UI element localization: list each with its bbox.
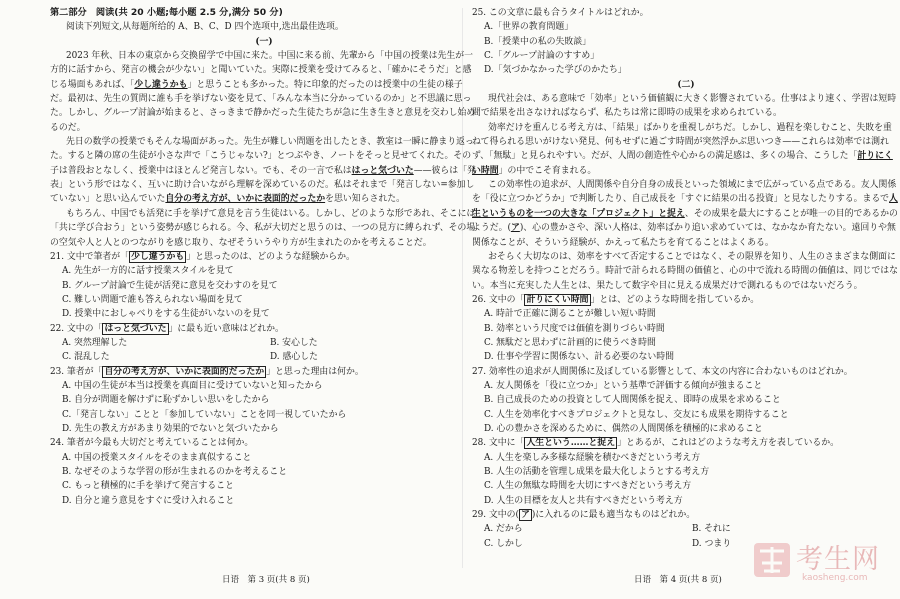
option-d: D. 感心した	[270, 352, 318, 363]
option-b: B. 効率という尺度では価値を測りづらい時間	[484, 323, 665, 334]
text-segment: 」の中でこそ育まれる。	[498, 165, 597, 176]
option-c: C. 人生を効率化すべきプロジェクトと見なし、交友にも成果を期待すること	[484, 409, 789, 420]
option-a: A. 人生を楽しみ多様な経験を積むべきだという考え方	[484, 452, 701, 463]
option-b: B. なぜそのような学習の形が生まれるのかを考えること	[62, 467, 288, 477]
text-segment: 2023 年秋、日本の東京から交換留学で中国に来た。中国に来る前、先輩から「中国の授業は先生が一方的に話すから、発言の機会が少ない」と聞いていた。実際に授業を受けてみると、「確かにそうだ」と感じる場面もあれば、「	[50, 51, 474, 90]
watermark-url: kaosheng.com	[802, 573, 868, 583]
passage-paragraph	[472, 178, 900, 250]
passage-paragraph	[50, 207, 478, 250]
option-c: C. 難しい問題で誰も答えられない場面を見て	[62, 294, 243, 305]
option-d: D. つまり	[692, 538, 732, 549]
question-stem	[50, 436, 478, 450]
watermark	[752, 537, 900, 599]
text-segment: 、その成果を最大にすることが唯一の目的であるかのようだ。(	[472, 208, 898, 234]
text-segment: 」と思うことも多かった。特に印象的だったのは授業中の生徒の様子だ。最初は、先生の質問に誰も手を挙げない姿を見て、「みんな本当に分かっているのか」と不思議に思った。しかし、グループ討論が始まると、さっきまで静かだった生徒たちが急に生き生きと意見を交わし始めるのだ。	[50, 79, 476, 133]
text-segment: 28. 文中に「	[472, 438, 525, 449]
option-c: C. もっと積極的に手を挙げて発言すること	[62, 481, 234, 492]
option-a: A. 突然理解した	[62, 337, 128, 348]
passage-title: (二)	[677, 79, 695, 90]
question-stem	[472, 436, 900, 450]
option-a: A. 友人関係を「役に立つか」という基準で評価する傾向が強まること	[484, 380, 763, 391]
option-a: A. 中国の生徒が本当は授業を真面目に受けていないと知ったから	[62, 380, 323, 391]
text-segment: 」に最も近い意味はどれか。	[168, 323, 284, 334]
option-b: B. 安心した	[270, 337, 318, 348]
highlight-phrase: 人生という……と捉え	[526, 438, 616, 449]
text-segment: 先日の数学の授業でもそんな場面があった。先生が難しい問題を出したとき、教室は一瞬に静まり返った。すると隣の席の生徒が小さな声で「こうじゃない?」とつぶやき、ノートをそっと見せてくれた。その子は普段おとなしく、授業中はほとんど発言しない。でも、その一言で私は	[50, 137, 474, 176]
question-stem	[50, 365, 478, 379]
option-b: B. 自分が問題を解けずに恥ずかしい思いをしたから	[62, 395, 270, 406]
highlight-phrase: 少し違うかも	[134, 79, 188, 90]
highlight-phrase: 少し違うかも	[131, 251, 185, 262]
text-segment: 21. 文中で筆者が「	[50, 251, 130, 262]
text-segment: 27. 効率性の追求が人間関係に及ぼしている影響として、本文の内容に合わないものはどれか。	[472, 366, 853, 377]
option-a: A.「世界の教育問題」	[484, 22, 574, 33]
option-b: B.「授業中の私の失敗談」	[484, 36, 591, 47]
option-c: C.「グループ討論のすすめ」	[484, 51, 600, 62]
instruction: 阅读下列短文,从每题所给的 A、B、C、D 四个选项中,选出最佳选项。	[66, 22, 344, 33]
option-b: B. それに	[692, 524, 731, 535]
option-row	[50, 336, 478, 350]
text-segment: もちろん、中国でも活発に手を挙げて意見を言う生徒はいる。しかし、どのような形であれ、そこには「共に学び合おう」という姿勢が感じられる。今、私が大切だと思うのは、一つの見方に縛られず、その場の空気や人と人とのつながりを感じ取り、なぜそういうやり方が生まれたのかを考えることだ。	[50, 208, 476, 248]
passage-paragraph	[50, 135, 478, 207]
highlight-phrase: ア	[521, 510, 530, 521]
option-c: C.「発言しない」ことと「参加していない」ことを同一視していたから	[62, 409, 347, 420]
left-page	[50, 6, 478, 566]
text-segment: 」と思った理由は何か。	[266, 366, 364, 377]
text-segment: 29. 文中の(	[472, 510, 520, 521]
passage-paragraph	[50, 49, 478, 135]
left-page-footer: 日语 第 3 页(共 8 页)	[222, 575, 310, 585]
option-b: B. 人生の活動を管理し成果を最大化しようとする考え方	[484, 467, 710, 477]
text-segment: )に入れるのに最も適当なものはどれか。	[531, 510, 696, 521]
option-c: C. 人生の無駄な時間を大切にすべきだという考え方	[484, 481, 692, 492]
option-row	[472, 522, 900, 536]
option-b: B. グループ討論で生徒が活発に意見を交わすのを見て	[62, 280, 278, 291]
highlight-phrase: はっと気づいた	[351, 165, 414, 176]
option-a: A. だから	[484, 524, 523, 535]
right-page	[472, 6, 900, 566]
highlight-phrase: はっと気づいた	[104, 323, 167, 334]
option-a: A. 時計で正確に測ることが難しい短い時間	[484, 309, 656, 320]
highlight-phrase: 自分の考え方が、いかに表面的だったか	[165, 194, 326, 205]
question-stem	[50, 322, 478, 336]
question-stem	[472, 508, 900, 522]
option-d: D. 自分と違う意見をすぐに受け入れること	[62, 495, 235, 506]
option-c: C. 無駄だと思わずに計画的に使うべき時間	[484, 337, 656, 348]
question-stem	[472, 293, 900, 307]
option-a: A. 先生が一方的に話す授業スタイルを見て	[62, 266, 234, 277]
highlight-phrase: ア	[510, 223, 520, 234]
question-stem	[50, 250, 478, 264]
text-segment: 24. 筆者が今最も大切だと考えていることは何か。	[50, 438, 254, 449]
option-c: C. しかし	[484, 538, 523, 549]
option-d: D. 人生の目標を友人と共有すべきだという考え方	[484, 495, 683, 506]
text-segment: 」と思ったのは、どのような経験からか。	[186, 251, 355, 262]
text-segment: 」とは、どのような時間を指しているか。	[590, 294, 760, 305]
question-stem	[472, 365, 900, 379]
text-segment: )、心の豊かさや、深い人格は、効率ばかり追い求めていては、なかなか育たない。遠回りや無関係なことが、そういう経験が、かえって私たちを育てることはよくある。	[472, 223, 896, 248]
passage-paragraph	[472, 92, 900, 121]
option-d: D.「気づかなかった学びのかたち」	[484, 65, 627, 76]
text-segment: 23. 筆者が「	[50, 366, 103, 377]
passage-paragraph	[472, 121, 900, 178]
option-a: A. 中国の授業スタイルをそのまま真似すること	[62, 452, 252, 463]
passage-title: (一)	[255, 36, 273, 47]
text-segment: 」とあるが、これはどのような考え方を表しているか。	[617, 438, 840, 449]
kaosheng-logo-icon	[752, 539, 792, 579]
option-d: D. 授業中におしゃべりをする生徒がいないのを見て	[62, 309, 270, 320]
text-segment: おそらく大切なのは、効率をすべて否定することではなく、その限界を知り、人生のさまざまな側面に異なる物差しを持つことだろう。時計で計られる時間の価値と、心の中で流れる時間の価値は、同じではない。本当に充実した人生とは、果たして数字や目に見える成果だけで測れるものではないだろう。	[472, 251, 898, 291]
option-d: D. 先生の教え方があまり効果的でないと気づいたから	[62, 423, 279, 434]
text-segment: 現代社会は、ある意味で「効率」という価値観に大きく影響されている。仕事はより速く、学習は短時間で結果を出さなければならず、私たちは常に即時の成果を求められている。	[472, 94, 897, 119]
text-segment: この効率性の追求が、人間関係や自分自身の成長といった領域にまで広がっている点である。友人関係を「役に立つかどうか」で判断したり、自己成長を「すぐに結果の出る投資」と見なしたりする。まるで	[472, 180, 897, 205]
text-segment: 26. 文中の「	[472, 294, 525, 305]
question-stem	[472, 6, 900, 20]
text-segment: 22. 文中の「	[50, 323, 103, 334]
option-c: C. 混乱した	[62, 352, 110, 363]
text-segment: 25. この文章に最も合うタイトルはどれか。	[472, 8, 649, 18]
highlight-phrase: 計りにくい時間	[526, 294, 589, 305]
option-d: D. 仕事や学習に関係ない、計る必要のない時間	[484, 352, 674, 363]
right-page-footer: 日语 第 4 页(共 8 页)	[634, 575, 722, 585]
passage-paragraph	[472, 250, 900, 293]
watermark-name: 考生网	[796, 544, 880, 575]
text-segment: 効率だけを重んじる考え方は、「結果」ばかりを重視しがちだ。しかし、過程を楽しむこと、失敗を重ねて得られる思いがけない発見、何もせずに過ごす時間が突然浮かぶ思いつき——これらは効率では測れず、「無駄」と見られやすい。だが、人間の創造性や心からの満足感は、多くの場合、こうした「	[472, 122, 892, 162]
highlight-phrase: 自分の考え方が、いかに表面的だったか	[104, 366, 265, 377]
section-title: 第二部分 阅读(共 20 小题;每小题 2.5 分,满分 50 分)	[50, 7, 283, 18]
text-segment: ——彼らは「発表」という形ではなく、互いに助け合いながら理解を深めているのだ。私はそれまで「発言しない=参加していない」と思い込んでいた	[50, 165, 476, 205]
highlight-phrase: 人生というものを一つの大きな「プロジェクト」と捉え	[472, 194, 898, 219]
option-d: D. 心の豊かさを深めるために、偶然の人間関係を積極的に求めること	[484, 423, 763, 434]
highlight-phrase: 計りにくい時間	[472, 151, 893, 176]
option-row	[50, 350, 478, 364]
text-segment: を思い知らされた。	[325, 194, 405, 205]
option-b: B. 自己成長のための投資として人間関係を捉え、即時の成果を求めること	[484, 395, 781, 406]
